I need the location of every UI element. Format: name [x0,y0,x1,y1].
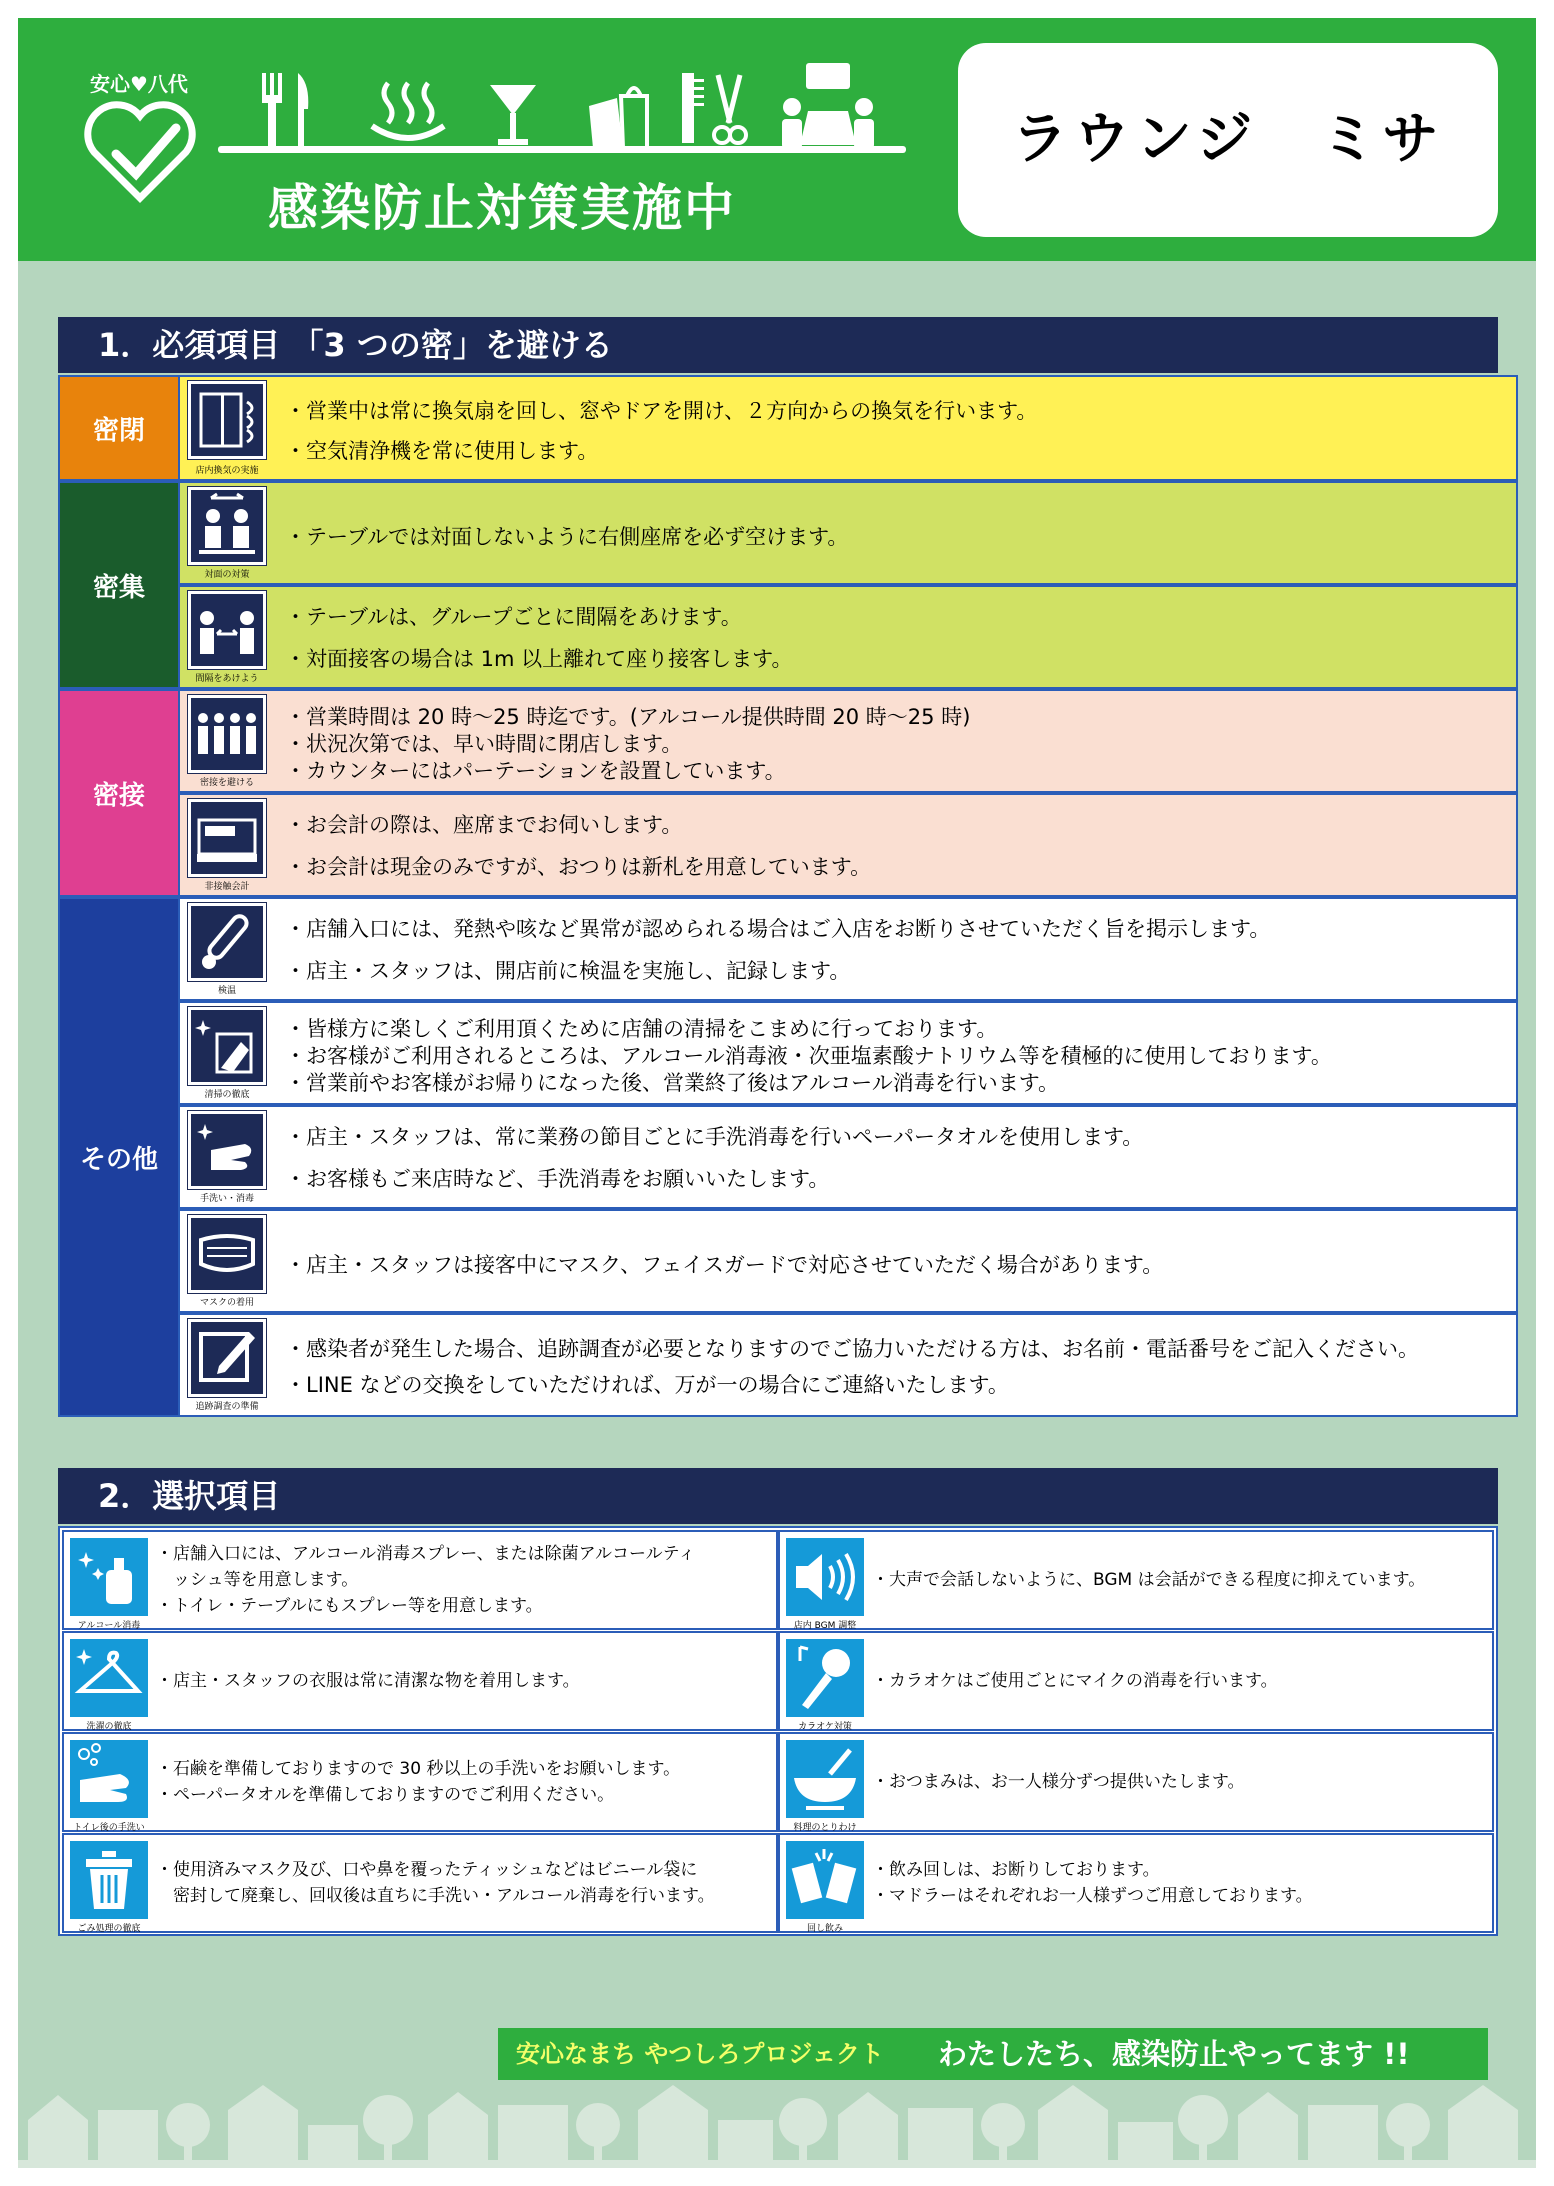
optional-item [778,1631,1494,1731]
fork-knife-icon [258,73,318,148]
hand-wash-icon [188,1111,266,1189]
section1-title: 1．必須項目 「3 つの密」を避ける [58,317,1498,373]
icon-caption: 追跡調査の準備 [195,1402,259,1412]
tracing-icon [188,1319,266,1397]
cleaning-icon [188,1007,266,1085]
optional-item [778,1530,1494,1630]
trash-can-icon [70,1841,148,1919]
requirement-row [178,689,1518,793]
requirement-line: ・店主・スタッフは接客中にマスク、フェイスガードで対応させていただく場合があります。 [285,1253,1164,1277]
icon-caption: 間隔をあけよう [195,674,259,684]
optional-item [62,1833,778,1933]
category-misshu [58,481,178,689]
requirement-line: ・店舗入口には、発熱や咳など異常が認められる場合はご入店をお断りさせていただく旨を掲示します。 [285,917,1271,941]
icon-caption: 店内 BGM 調整 [793,1621,857,1631]
beer-toast-icon [786,1841,864,1919]
optional-item [62,1732,778,1832]
optional-lines [872,1567,1425,1593]
optional-line: ・カラオケはご使用ごとにマイクの消毒を行います。 [872,1671,1278,1691]
page-title: 感染防止対策実施中 [268,179,736,237]
venue-box [958,43,1498,237]
footer-banner [498,2028,1488,2080]
icon-caption: マスクの着用 [199,1298,254,1308]
icon-caption: アルコール消毒 [77,1621,141,1631]
distance-icon [188,591,266,669]
optional-line: ・トイレ・テーブルにもスプレー等を用意します。 [156,1596,543,1616]
optional-item [778,1833,1494,1933]
requirement-row [178,585,1518,689]
icon-caption: 清掃の徹底 [204,1090,250,1100]
contactless-payment-icon [188,799,266,877]
requirement-row [178,375,1518,481]
requirement-line: ・店主・スタッフは、常に業務の節目ごとに手洗消毒を行いペーパータオルを使用します。 [285,1125,1144,1149]
icon-caption: 店内換気の実施 [195,466,259,476]
meeting-icon [778,63,878,158]
icon-caption: カラオケ対策 [798,1722,852,1732]
category-label: 密集 [92,572,145,603]
category-label: 密閉 [92,415,145,446]
icon-caption: 料理のとりわけ [793,1823,857,1833]
icon-caption: ごみ処理の徹底 [77,1924,141,1934]
optional-line: ・大声で会話しないように、BGM は会話ができる程度に抑えています。 [872,1570,1426,1590]
requirement-row [178,1313,1518,1417]
optional-lines [156,1668,580,1694]
icon-caption: 対面の対策 [204,570,250,580]
crowd-avoid-icon [188,695,266,773]
icon-caption: 洗濯の徹底 [86,1722,132,1732]
shopping-bag-icon [583,76,653,151]
optional-item [62,1530,778,1630]
requirement-line: ・状況次第では、早い時間に閉店します。 [285,732,683,756]
optional-lines [156,1857,715,1909]
optional-line: ッシュ等を用意します。 [156,1570,359,1590]
optional-line: ・おつまみは、お一人様分ずつ提供いたします。 [872,1772,1245,1792]
icon-caption: トイレ後の手洗い [73,1823,145,1833]
category-label: 密接 [92,780,145,811]
icon-caption: 非接触会計 [204,882,250,892]
requirement-line: ・営業前やお客様がお帰りになった後、営業終了後はアルコール消毒を行います。 [285,1071,1060,1095]
optional-line: 密封して廃棄し、回収後は直ちに手洗い・アルコール消毒を行います。 [156,1886,715,1906]
category-label: その他 [79,1144,158,1175]
optional-line: ・店舗入口には、アルコール消毒スプレー、または除菌アルコールティ [156,1544,696,1564]
requirement-line: ・感染者が発生した場合、追跡調査が必要となりますのでご協力いただける方は、お名前・電話番号をご記入ください。 [285,1337,1419,1361]
section2-title: 2．選択項目 [58,1468,1498,1524]
requirement-line: ・皆様方に楽しくご利用頂くために店舗の清掃をこまめに行っております。 [285,1017,998,1041]
icon-caption: 検温 [217,986,236,996]
requirement-row [178,481,1518,585]
window-ventilation-icon [188,381,266,459]
requirement-line: ・営業中は常に換気扇を回し、窓やドアを開け、２方向からの換気を行います。 [285,399,1038,423]
requirement-line: ・カウンターにはパーテーションを設置しています。 [285,759,786,783]
face-to-face-seating-icon [188,487,266,565]
thermometer-icon [188,903,266,981]
header [18,18,1536,261]
requirement-line: ・お客様がご利用されるところは、アルコール消毒液・次亜塩素酸ナトリウム等を積極的に使用しております。 [285,1044,1332,1068]
requirement-line: ・営業時間は 20 時～25 時迄です。(アルコール提供時間 20 時～25 時) [285,705,971,729]
optional-item [778,1732,1494,1832]
requirement-row [178,897,1518,1001]
alcohol-spray-icon [70,1538,148,1616]
footer-slogan: わたしたち、感染防止やってます !! [938,2037,1410,2071]
optional-lines [872,1769,1244,1795]
hot-spring-icon [368,78,448,148]
optional-lines [872,1668,1278,1694]
optional-line: ・石鹸を準備しておりますので 30 秒以上の手洗いをお願いします。 [156,1759,681,1779]
optional-items [58,1526,1498,1936]
icon-caption: 密接を避ける [199,778,254,788]
hanger-icon [70,1639,148,1717]
heart-check-logo-icon [80,98,200,208]
category-mippei [58,375,178,481]
optional-lines [872,1857,1313,1909]
requirement-row [178,1209,1518,1313]
soap-hands-icon [70,1740,148,1818]
requirement-line: ・お会計の際は、座席までお伺いします。 [285,813,683,837]
requirement-line: ・店主・スタッフは、開店前に検温を実施し、記録します。 [285,959,851,983]
microphone-icon [786,1639,864,1717]
logo-text: 安心♥八代 [90,72,188,96]
town-silhouette-decoration [18,2080,1536,2168]
requirement-line: ・お客様もご来店時など、手洗消毒をお願いいたします。 [285,1167,830,1191]
mask-icon [188,1215,266,1293]
cocktail-icon [488,83,538,148]
optional-item [62,1631,778,1731]
requirement-line: ・空気清浄機を常に使用します。 [285,439,599,463]
requirement-row [178,1105,1518,1209]
optional-line: ・飲み回しは、お断りしております。 [872,1860,1160,1880]
venue-name: ラウンジ ミサ [1011,107,1445,172]
category-other [58,897,178,1417]
optional-line: ・使用済みマスク及び、口や鼻を覆ったティッシュなどはビニール袋に [156,1860,698,1880]
optional-line: ・店主・スタッフの衣服は常に清潔な物を着用します。 [156,1671,580,1691]
icon-caption: 手洗い・消毒 [199,1194,254,1204]
requirement-row [178,793,1518,897]
header-divider [218,146,906,153]
optional-lines [156,1756,680,1808]
requirement-line: ・対面接客の場合は 1m 以上離れて座り接客します。 [285,647,793,671]
icon-caption: 回し飲み [806,1924,843,1934]
requirement-row [178,1001,1518,1105]
requirement-line: ・LINE などの交換をしていただければ、万が一の場合にご連絡いたします。 [285,1373,1009,1397]
requirement-line: ・テーブルでは対面しないように右側座席を必ず空けます。 [285,525,849,549]
requirement-line: ・テーブルは、グループごとに間隔をあけます。 [285,605,742,629]
footer-project: 安心なまち やつしろプロジェクト [516,2040,884,2068]
category-missetsu [58,689,178,897]
optional-line: ・マドラーはそれぞれお一人様ずつご用意しております。 [872,1886,1313,1906]
optional-lines [156,1541,695,1619]
optional-line: ・ペーパータオルを準備しておりますのでご利用ください。 [156,1785,615,1805]
scissors-comb-icon [678,73,748,153]
poster [18,18,1536,2168]
food-bowl-icon [786,1740,864,1818]
requirement-line: ・お会計は現金のみですが、おつりは新札を用意しています。 [285,855,872,879]
speaker-icon [786,1538,864,1616]
